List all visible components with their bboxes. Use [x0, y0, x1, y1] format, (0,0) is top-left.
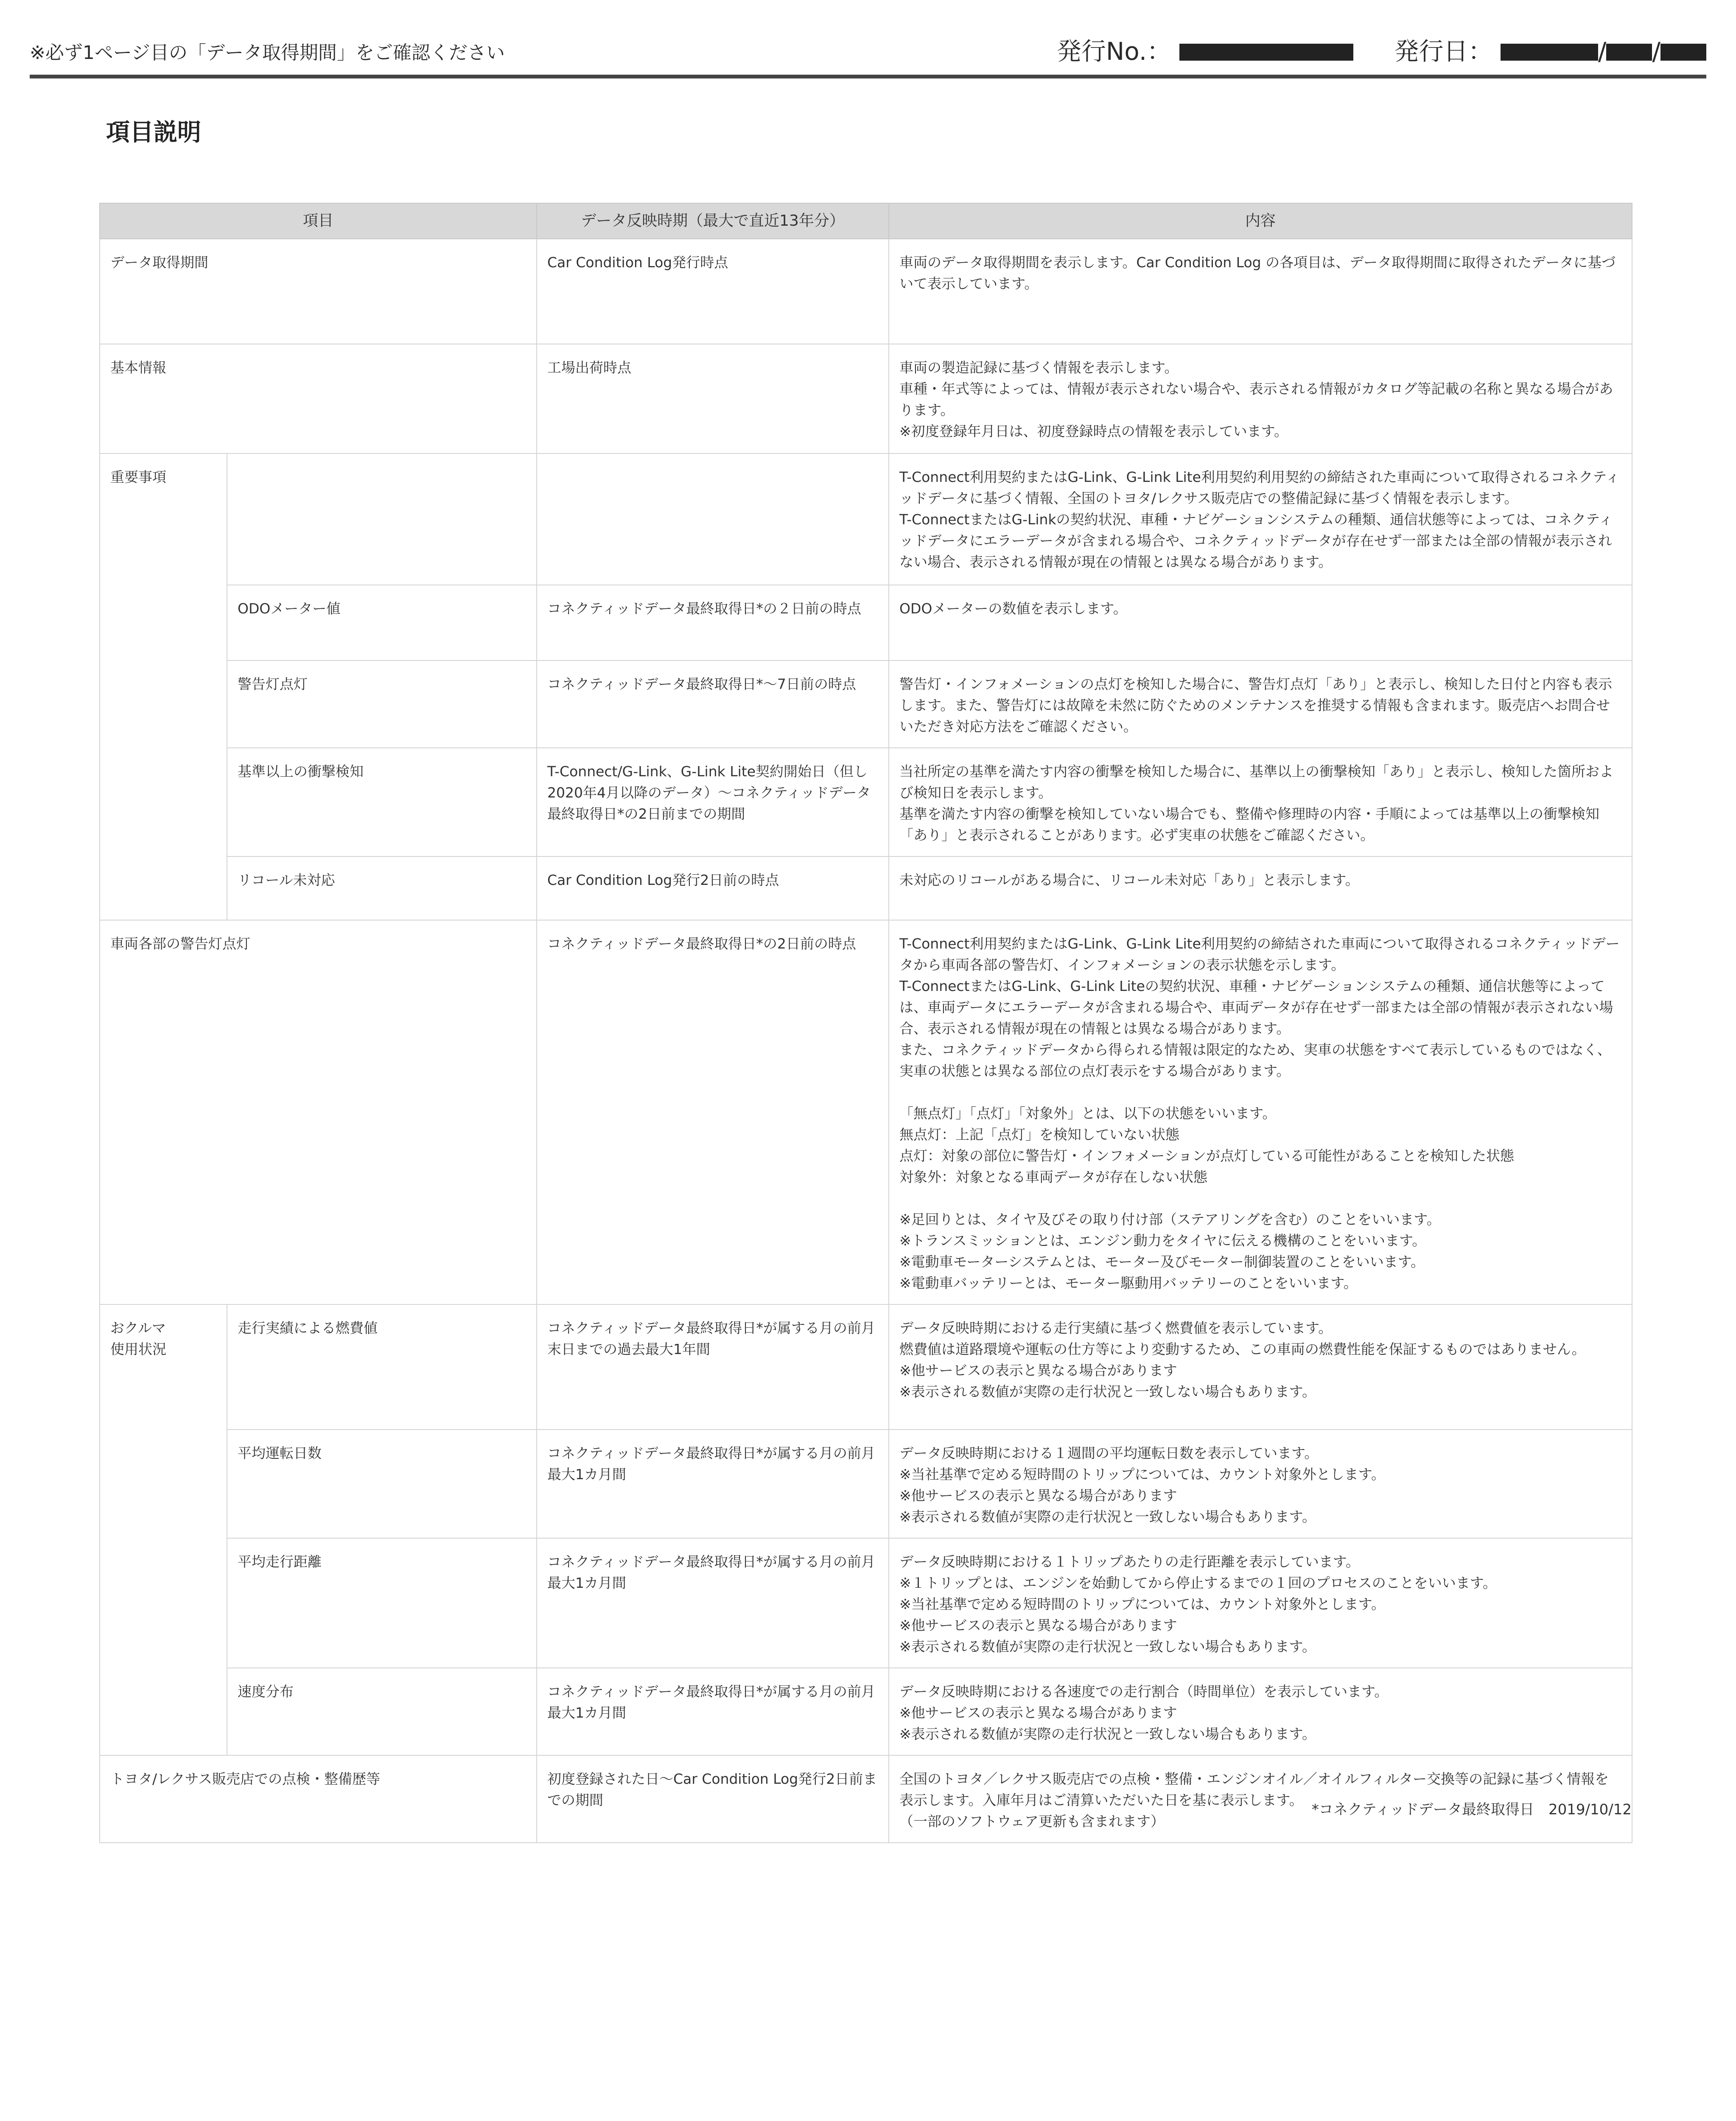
content-cell: 車両のデータ取得期間を表示します。Car Condition Log の各項目は、データ取得期間に取得されたデータに基づいて表示しています。 [889, 239, 1632, 344]
header-content: 内容 [889, 203, 1632, 239]
item-cell: 重要事項 [100, 453, 227, 585]
sub-item-cell: 速度分布 [227, 1668, 537, 1755]
content-cell: 未対応のリコールがある場合に、リコール未対応「あり」と表示します。 [889, 856, 1632, 920]
table-row [100, 1538, 1632, 1668]
data-period-notice: ※必ず1ページ目の「データ取得期間」をご確認ください [30, 42, 505, 64]
table-row [100, 1304, 1632, 1430]
table-row [100, 453, 1632, 585]
sub-item-cell: 平均運転日数 [227, 1430, 537, 1538]
issue-number-label: 発行No.： [1056, 37, 1172, 66]
header-timing: データ反映時期（最大で直近13年分） [537, 203, 889, 239]
timing-cell: 工場出荷時点 [537, 344, 889, 453]
item-cell: データ取得期間 [100, 239, 537, 344]
header-item: 項目 [100, 203, 537, 239]
content-cell: T-Connect利用契約またはG-Link、G-Link Lite利用契約の締結された車両について取得されるコネクティッドデータから車両各部の警告灯、インフォメーションの表示状態を示します。 T-ConnectまたはG-Link、G-Link Liteの契約状況、車種・ナビゲーションシステムの種類、通信状態等によっては、車両データにエラーデータが含まれる場合や、車両データが存在せず一部または全部の情報が表示されない場合、表示される情報が現在の情報とは異なる場合があります。 また、コネクティッドデータから得られる情報は限定的なため、実車の状態をすべて表示しているものではなく、実車の状態とは異なる部位の点灯表示をする場合があります。 「無点灯」「点灯」「対象外」とは、以下の状態をいいます。 無点灯：上記「点灯」を検知していない状態 点灯：対象の部位に警告灯・インフォメーションが点灯している可能性があることを検知した状態 対象外：対象となる車両データが存在しない状態 ※足回りとは、タイヤ及びその取り付け部（ステアリングを含む）のことをいいます。 ※トランスミッションとは、エンジン動力をタイヤに伝える機構のことをいいます。 ※電動車モーターシステムとは、モーター及びモーター制御装置のことをいいます。 ※電動車バッテリーとは、モーター駆動用バッテリーのことをいいます。 [889, 920, 1632, 1304]
content-cell: 車両の製造記録に基づく情報を表示します。 車種・年式等によっては、情報が表示されない場合や、表示される情報がカタログ等記載の名称と異なる場合があります。 ※初度登録年月日は、初度登録時点の情報を表示しています。 [889, 344, 1632, 453]
timing-cell: コネクティッドデータ最終取得日*が属する月の前月末日までの過去最大1年間 [537, 1304, 889, 1430]
table-row [100, 748, 1632, 856]
table-row [100, 239, 1632, 344]
date-separator: / [1652, 37, 1660, 66]
sub-item-cell: 基準以上の衝撃検知 [227, 748, 537, 856]
timing-cell: コネクティッドデータ最終取得日*が属する月の前月最大1カ月間 [537, 1538, 889, 1668]
item-cell: おクルマ 使用状況 [100, 1304, 227, 1430]
sub-item-cell: 走行実績による燃費値 [227, 1304, 537, 1430]
table-row [100, 1668, 1632, 1755]
item-cell: トヨタ/レクサス販売店での点検・整備歴等 [100, 1755, 537, 1843]
item-cell: 車両各部の警告灯点灯 [100, 920, 537, 1304]
timing-cell: Car Condition Log発行時点 [537, 239, 889, 344]
timing-cell: T-Connect/G-Link、G-Link Lite契約開始日（但し2020年4月以降のデータ）～コネクティッドデータ最終取得日*の2日前までの期間 [537, 748, 889, 856]
page-header [30, 25, 1706, 78]
redacted-day [1660, 44, 1706, 61]
timing-cell: Car Condition Log発行2日前の時点 [537, 856, 889, 920]
timing-cell: コネクティッドデータ最終取得日*の２日前の時点 [537, 585, 889, 660]
sub-item-cell: ODOメーター値 [227, 585, 537, 660]
sub-item-cell: 平均走行距離 [227, 1538, 537, 1668]
redacted-issue-number [1179, 44, 1353, 61]
timing-cell: コネクティッドデータ最終取得日*～7日前の時点 [537, 660, 889, 748]
timing-cell: コネクティッドデータ最終取得日*が属する月の前月最大1カ月間 [537, 1668, 889, 1755]
content-cell: 当社所定の基準を満たす内容の衝撃を検知した場合に、基準以上の衝撃検知「あり」と表示し、検知した箇所および検知日を表示します。 基準を満たす内容の衝撃を検知していない場合でも、整備や修理時の内容・手順によっては基準以上の衝撃検知「あり」と表示されることがあります。必ず実車の状態をご確認ください。 [889, 748, 1632, 856]
table-row [100, 920, 1632, 1304]
table-row [100, 660, 1632, 748]
content-cell: T-Connect利用契約またはG-Link、G-Link Lite利用契約利用契約の締結された車両について取得されるコネクティッドデータに基づく情報、全国のトヨタ/レクサス販売店での整備記録に基づく情報を表示します。 T-ConnectまたはG-Linkの契約状況、車種・ナビゲーションシステムの種類、通信状態等によっては、コネクティッドデータにエラーデータが含まれる場合や、コネクティッドデータが存在せず一部または全部の情報が表示されない場合、表示される情報が現在の情報とは異なる場合があります。 [889, 453, 1632, 585]
redacted-year [1501, 44, 1598, 61]
content-cell: データ反映時期における１トリップあたりの走行距離を表示しています。 ※１トリップとは、エンジンを始動してから停止するまでの１回のプロセスのことをいいます。 ※当社基準で定める短時間のトリップについては、カウント対象外とします。 ※他サービスの表示と異なる場合があります ※表示される数値が実際の走行状況と一致しない場合もあります。 [889, 1538, 1632, 1668]
item-cell: 基本情報 [100, 344, 537, 453]
table-row [100, 1430, 1632, 1538]
table-header-row [100, 203, 1632, 239]
date-separator: / [1598, 37, 1607, 66]
content-cell: データ反映時期における各速度での走行割合（時間単位）を表示しています。 ※他サービスの表示と異なる場合があります ※表示される数値が実際の走行状況と一致しない場合もあります。 [889, 1668, 1632, 1755]
timing-cell: 初度登録された日～Car Condition Log発行2日前までの期間 [537, 1755, 889, 1843]
issue-info [1057, 31, 1706, 67]
timing-cell: コネクティッドデータ最終取得日*の2日前の時点 [537, 920, 889, 1304]
content-cell: データ反映時期における１週間の平均運転日数を表示しています。 ※当社基準で定める短時間のトリップについては、カウント対象外とします。 ※他サービスの表示と異なる場合があります ※表示される数値が実際の走行状況と一致しない場合もあります。 [889, 1430, 1632, 1538]
redacted-month [1606, 44, 1652, 61]
issue-date-label: 発行日： [1394, 37, 1493, 66]
content-cell: 警告灯・インフォメーションの点灯を検知した場合に、警告灯点灯「あり」と表示し、検知した日付と内容も表示します。また、警告灯には故障を未然に防ぐためのメンテナンスを推奨する情報も含まれます。販売店へお問合せいただき対応方法をご確認ください。 [889, 660, 1632, 748]
timing-cell: コネクティッドデータ最終取得日*が属する月の前月最大1カ月間 [537, 1430, 889, 1538]
table-row [100, 344, 1632, 453]
connected-data-date-note: *コネクティッドデータ最終取得日 2019/10/12 [1311, 1801, 1632, 1818]
content-cell: データ反映時期における走行実績に基づく燃費値を表示しています。 燃費値は道路環境や運転の仕方等により変動するため、この車両の燃費性能を保証するものではありません。 ※他サービスの表示と異なる場合があります ※表示される数値が実際の走行状況と一致しない場合もあります。 [889, 1304, 1632, 1430]
table-row [100, 856, 1632, 920]
item-description-table [99, 203, 1632, 1843]
sub-item-cell: 警告灯点灯 [227, 660, 537, 748]
content-cell: ODOメーターの数値を表示します。 [889, 585, 1632, 660]
content-cell: 全国のトヨタ／レクサス販売店での点検・整備・エンジンオイル／オイルフィルター交換等の記録に基づく情報を表示します。入庫年月はご清算いただいた日を基に表示します。 （一部のソフトウェア更新も含まれます） [889, 1755, 1632, 1843]
table-row [100, 585, 1632, 660]
sub-item-cell: リコール未対応 [227, 856, 537, 920]
page-title: 項目説明 [106, 119, 201, 146]
